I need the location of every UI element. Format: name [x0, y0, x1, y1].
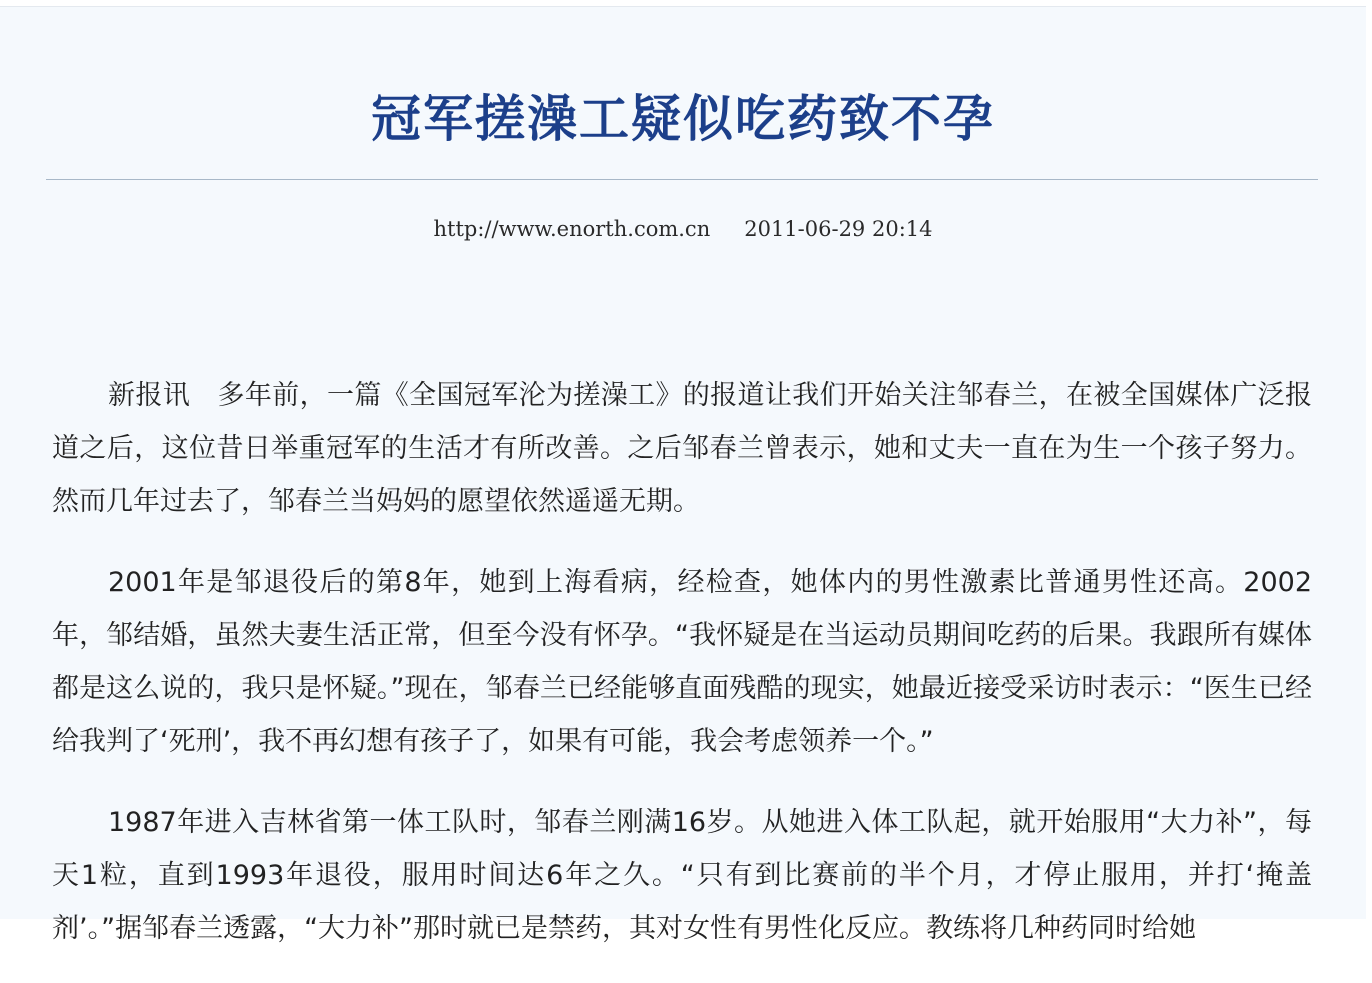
source-url: http://www.enorth.com.cn: [433, 217, 711, 241]
article-meta: [0, 214, 1366, 244]
article-body: [52, 369, 1312, 983]
paragraph: 新报讯 多年前，一篇《全国冠军沦为搓澡工》的报道让我们开始关注邹春兰，在被全国媒体广泛报道之后，这位昔日举重冠军的生活才有所改善。之后邹春兰曾表示，她和丈夫一直在为生一个孩子努力。然而几年过去了，邹春兰当妈妈的愿望依然遥遥无期。: [52, 380, 1312, 517]
paragraph: 2001年是邹退役后的第8年，她到上海看病，经检查，她体内的男性激素比普通男性还高。2002年，邹结婚，虽然夫妻生活正常，但至今没有怀孕。“我怀疑是在当运动员期间吃药的后果。我跟所有媒体都是这么说的，我只是怀疑。”现在，邹春兰已经能够直面残酷的现实，她最近接受采访时表示：“医生已经给我判了‘死刑’，我不再幻想有孩子了，如果有可能，我会考虑领养一个。”: [52, 567, 1312, 757]
page-edge: [1366, 0, 1372, 918]
publish-datetime: 2011-06-29 20:14: [744, 217, 933, 241]
paragraph: 1987年进入吉林省第一体工队时，邹春兰刚满16岁。从她进入体工队起，就开始服用“大力补”，每天1粒，直到1993年退役，服用时间达6年之久。“只有到比赛前的半个月，才停止服用，并打‘掩盖剂’。”据邹春兰透露，“大力补”那时就已是禁药，其对女性有男性化反应。教练将几种药同时给她: [52, 807, 1312, 944]
article-page: [0, 6, 1366, 944]
title-divider: [46, 179, 1318, 180]
article-title: 冠军搓澡工疑似吃药致不孕: [371, 90, 995, 148]
